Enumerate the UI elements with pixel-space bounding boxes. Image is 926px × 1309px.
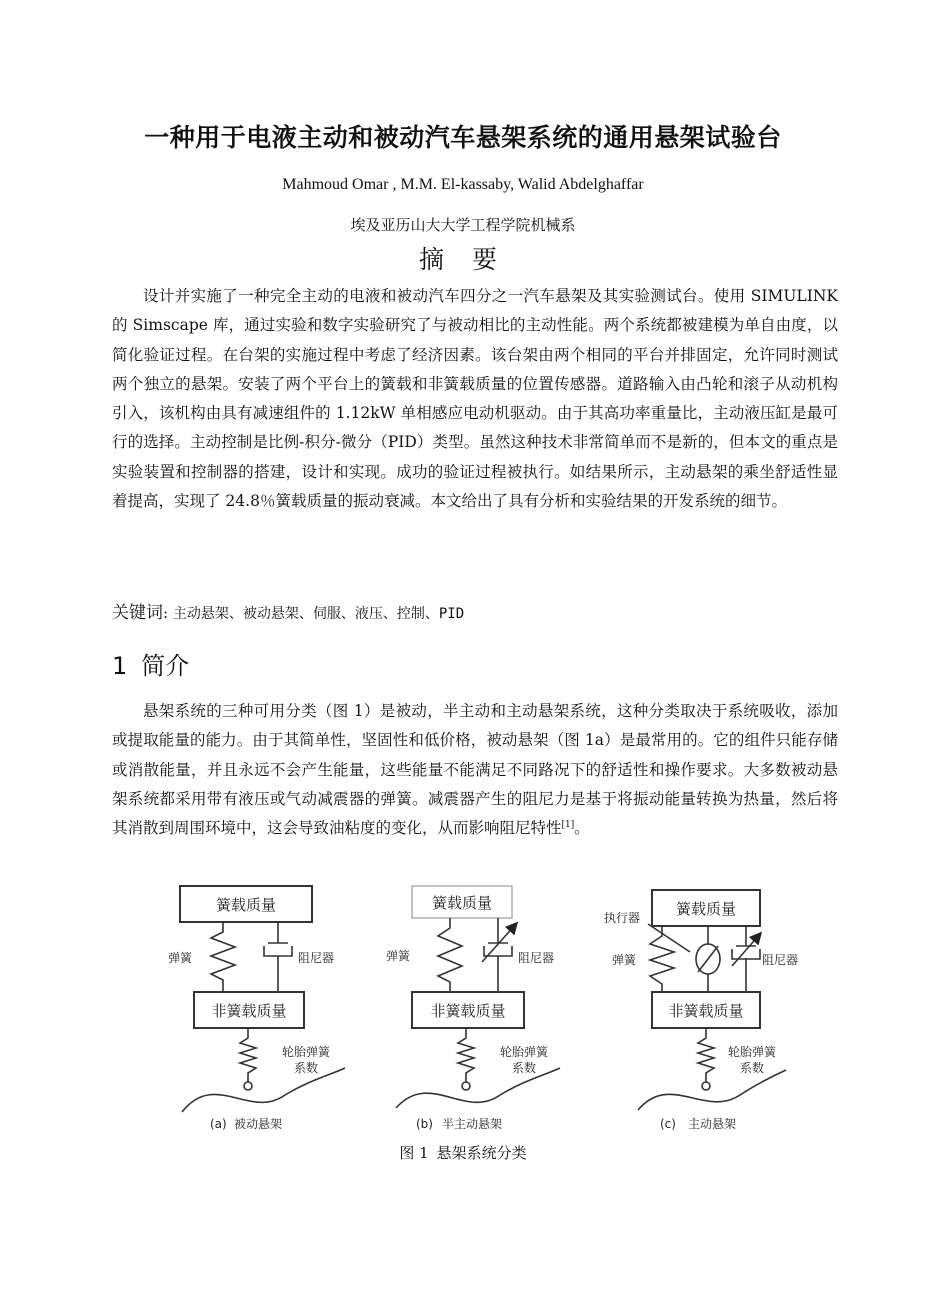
tire-a — [244, 1082, 252, 1090]
suspension-diagram — [160, 880, 799, 1140]
figure-caption — [0, 1142, 926, 1163]
keywords-label: 关键词 — [112, 603, 163, 623]
spring-b — [438, 918, 462, 992]
intro-text — [112, 697, 838, 843]
tire-spring-label-c-1: 轮胎弹簧 — [728, 1045, 777, 1059]
panel-b-label: 半主动悬架 — [442, 1117, 503, 1131]
damper-label-c: 阻尼器 — [762, 953, 799, 967]
damper-a — [264, 922, 292, 992]
unsprung-mass-label-b: 非簧载质量 — [430, 1002, 506, 1020]
keywords-text: 主动悬架、被动悬架、伺服、液压、控制、PID — [172, 606, 465, 622]
spring-label-c: 弹簧 — [612, 953, 637, 967]
actuator-slash-c — [698, 946, 718, 972]
sprung-mass-label-c: 簧载质量 — [675, 900, 737, 918]
spring-label-a: 弹簧 — [168, 951, 193, 965]
spring-a — [211, 922, 235, 992]
figure-1 — [160, 880, 799, 1140]
panel-c-diagram — [638, 890, 786, 1110]
affiliation: 埃及亚历山大大学工程学院机械系 — [350, 216, 576, 234]
panel-a-label: 被动悬架 — [234, 1117, 283, 1131]
damper-label-a: 阻尼器 — [298, 951, 335, 965]
section-number: 1 — [112, 652, 128, 680]
paper-title: 一种用于电液主动和被动汽车悬架系统的通用悬架试验台 — [144, 123, 782, 152]
keywords — [112, 598, 838, 623]
tire-spring-label-a-1: 轮胎弹簧 — [282, 1045, 331, 1059]
spring-label-b: 弹簧 — [386, 949, 411, 963]
road-a — [182, 1068, 345, 1112]
sprung-mass-label-b: 簧载质量 — [431, 894, 493, 912]
panel-a-diagram — [180, 886, 345, 1112]
section-heading — [112, 646, 189, 681]
intro-end: 。 — [574, 819, 590, 838]
panel-b-tag: (b) — [416, 1117, 433, 1131]
section-title: 简介 — [141, 652, 190, 680]
unsprung-mass-label-a: 非簧载质量 — [211, 1002, 287, 1020]
damper-label-b: 阻尼器 — [518, 951, 555, 965]
tire-spring-a — [240, 1028, 256, 1082]
actuator-leader-c — [648, 924, 690, 952]
panel-c-label: 主动悬架 — [688, 1117, 737, 1131]
panel-c-tag: (c) — [660, 1117, 676, 1131]
tire-spring-label-b-2: 系数 — [512, 1061, 537, 1075]
tire-b — [462, 1082, 470, 1090]
citation[interactable]: [1] — [561, 820, 575, 831]
abstract-text: 设计并实施了一种完全主动的电液和被动汽车四分之一汽车悬架及其实验测试台。使用 SIMULINK 的 Simscape 库，通过实验和数字实验研究了与被动相比的主动性能。两个系统都被建模为单自由度，以简化验证过程。在台架的实施过程中考虑了经济因素。该台架由两个相同的平台并排固定，允许同时测试两个独立的悬架。安装了两个平台上的簧载和非簧载质量的位置传感器。道路输入由凸轮和滚子从动机构引入，该机构由具有减速组件的 1.12kW 单相感应电动机驱动。由于其高功率重量比，主动液压缸是最可行的选择。主动控制是比例-积分-微分（PID）类型。虽然这种技术非常简单而不是新的，但本文的重点是实验装置和控制器的搭建，设计和实现。成功的验证过程被执行。如结果所示，主动悬架的乘坐舒适性显着提高，实现了 24.8％簧载质量的振动衰减。本文给出了具有分析和实验结果的开发系统的细节。 — [112, 287, 838, 511]
authors: Mahmoud Omar , M.M. El-kassaby, Walid Abdelghaffar — [282, 176, 644, 193]
panel-a-tag: (a) — [210, 1117, 227, 1131]
caption-text: 悬架系统分类 — [436, 1144, 527, 1162]
tire-spring-label-b-1: 轮胎弹簧 — [500, 1045, 549, 1059]
road-c — [638, 1070, 786, 1110]
actuator-label-c: 执行器 — [604, 911, 641, 925]
tire-spring-label-a-2: 系数 — [294, 1061, 319, 1075]
keywords-separator: : — [163, 604, 169, 622]
damper-c — [732, 926, 760, 992]
unsprung-mass-label-c: 非簧载质量 — [668, 1002, 744, 1020]
sprung-mass-label-a: 簧载质量 — [215, 896, 277, 914]
tire-spring-b — [458, 1028, 474, 1082]
spring-c — [650, 926, 674, 992]
abstract-heading: 摘 要 — [419, 245, 507, 274]
tire-spring-c — [698, 1028, 714, 1082]
tire-spring-label-c-2: 系数 — [740, 1061, 765, 1075]
caption-number: 图 1 — [399, 1144, 429, 1162]
tire-c — [702, 1082, 710, 1090]
intro-body: 悬架系统的三种可用分类（图 1）是被动，半主动和主动悬架系统，这种分类取决于系统吸收，添加或提取能量的能力。由于其简单性，坚固性和低价格，被动悬架（图 1a）是最常用的。它的组件只能存储或消散能量，并且永远不会产生能量，这些能量不能满足不同路况下的舒适性和操作要求。大多数被动悬架系统都采用带有液压或气动减震器的弹簧。减震器产生的阻尼力是基于将振动能量转换为热量，然后将其消散到周围环境中，这会导致油粘度的变化，从而影响阻尼特性 — [112, 702, 838, 838]
